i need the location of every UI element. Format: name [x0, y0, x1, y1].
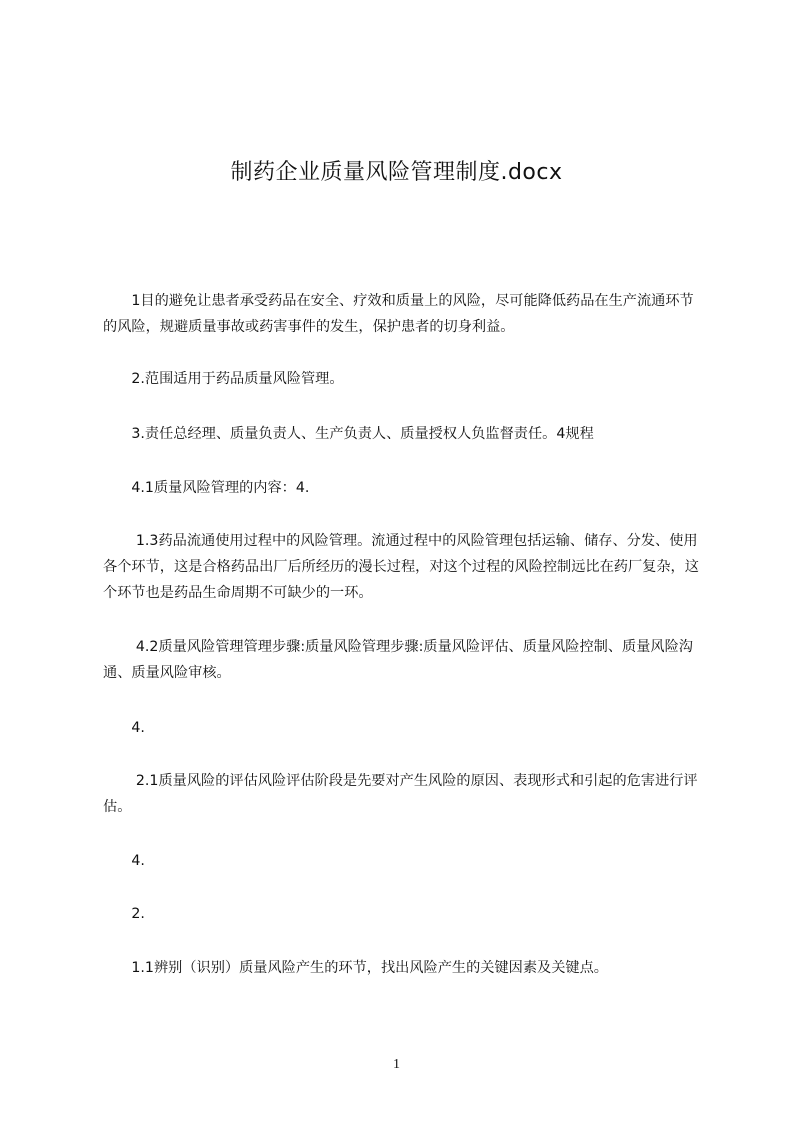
document-title: 制药企业质量风险管理制度.docx — [230, 159, 563, 185]
paragraph-scope: 2.范围适用于药品质量风险管理。 — [103, 371, 344, 387]
paragraph-responsibility: 3.责任总经理、质量负责人、生产负责人、质量授权人负监督责任。4规程 — [103, 426, 594, 442]
paragraph-distribution-risk: 1.3药品流通使用过程中的风险管理。流通过程中的风险管理包括运输、储存、分发、使用各个环节，这是合格药品出厂后所经历的漫长过程，对这个过程的风险控制远比在药厂复杂，这个环节也是药品生命周期不可缺少的一环。 — [103, 533, 699, 601]
paragraph-section-marker-3: 2. — [103, 906, 145, 922]
paragraph-section-marker-1: 4. — [103, 720, 145, 736]
paragraph-risk-steps: 4.2质量风险管理管理步骤:质量风险管理步骤:质量风险评估、质量风险控制、质量风险沟通、质量风险审核。 — [103, 639, 693, 681]
paragraph-risk-assessment: 2.1质量风险的评估风险评估阶段是先要对产生风险的原因、表现形式和引起的危害进行评估。 — [103, 773, 698, 815]
paragraph-risk-content: 4.1质量风险管理的内容：4. — [103, 480, 310, 496]
paragraph-section-marker-2: 4. — [103, 853, 145, 869]
paragraph-risk-identification: 1.1辨别（识别）质量风险产生的环节，找出风险产生的关键因素及关键点。 — [103, 960, 608, 976]
paragraph-purpose: 1目的避免让患者承受药品在安全、疗效和质量上的风险，尽可能降低药品在生产流通环节的风险，规避质量事故或药害事件的发生，保护患者的切身利益。 — [103, 293, 694, 335]
page-number: 1 — [393, 1057, 400, 1072]
